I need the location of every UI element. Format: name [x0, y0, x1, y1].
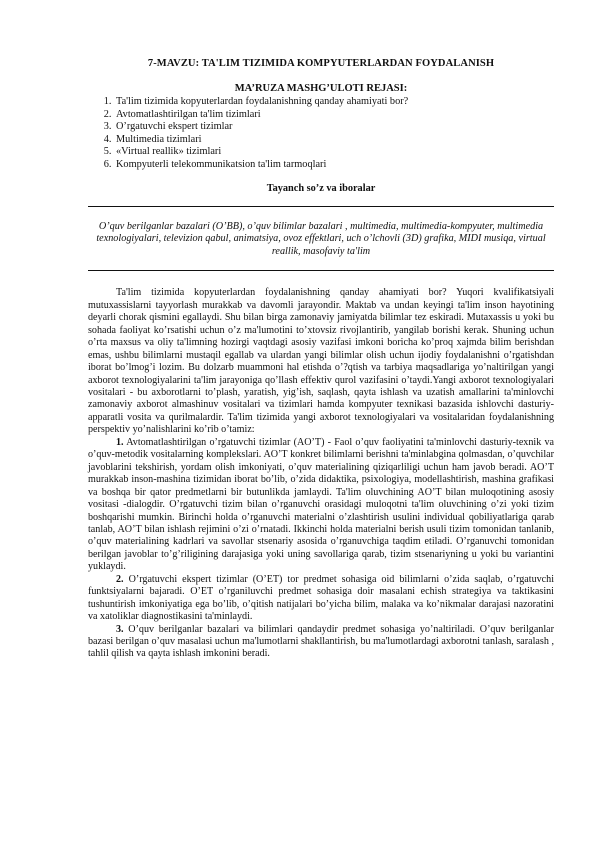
plan-item: 1. Ta'lim tizimida kopyuterlardan foydalanishning qanday ahamiyati bor? [114, 96, 554, 109]
plan-item: 6. Kompyuterli telekommunikatsion ta'lim tarmoqlari [114, 159, 554, 172]
paragraph-text: O’rgatuvchi ekspert tizimlar (O’ET) tor predmet sohasiga oid bilimlarni o’zida saqlab, o’rgatuvchi funktsiyalarni bajaradi. O’ET o’rganiluvchi predmet sohasiga doir masalani echish strategiya va taktikasini tushuntirish imkoniyatiga ega bo’lib, o’qitish natijalari bo’yicha bilim, malaka va ko’nikmalar darajasi nazoratini va xatoliklar diagnostikasini ta'minlaydi. [88, 573, 554, 623]
document-page [88, 58, 554, 661]
plan-item: 2. Avtomatlashtirilgan ta'lim tizimlari [114, 109, 554, 122]
paragraph-2 [88, 574, 554, 624]
intro-paragraph: Ta'lim tizimida kopyuterlardan foydalanishning qanday ahamiyati bor? Yuqori kvalifikatsiyali mutuxassislarni tayyorlash murakkab va davomli jarayondir. Maktab va undan keyingi ta'lim inson hayotining deyarli chorak qismini egallaydi. Shu bilan birga zamonaviy jamiyatda bilimlar tez eskiradi. Mutaxassis u yoki bu sohada faoliyat ko’rsatishi uchun o’z ma'lumotini to’xtovsiz rivojlantirib, yangilab borishi kerak. Shuning uchun o’rta maxsus va oliy ta'limning hozirgi vaqtdagi asosiy vazifasi imkoni boricha ko’proq xajmda bilim berishdan emas, ushbu bilimlarni mustaqil egallab va ulardan yangi bilimlar olish uchun ijodiy foydalanishni o’rgatishdan iborat bo’lmog’i lozim. Bu dolzarb muammoni hal etishda o’?qtish va tarbiya maqsadlariga yo’naltirilgan yangi axborot texnologiyalarini ta'lim jarayoniga qo’llash effektiv qurol vazifasini o’taydi.Yangi axborot texnologiyalari vositalari - bu axborotlarni to’plash, yaratish, yig’ish, saqlash, qayta ishlash va uzatish amallarini ta'minlovchi zamonaviy axborot almashinuv vositalari va tizimlari hamda kompyuter texnikasi bazasida ishlovchi dasturiy-apparatli vosita va qurilmalardir. Ta'lim tizimida yangi axborot texnologiyalari va vositalaridan foydalanishning perspektiv yo’nalishlarini ko’rib o’tamiz: [88, 287, 554, 436]
bottom-divider [88, 270, 554, 271]
plan-list [88, 96, 554, 172]
paragraph-3 [88, 624, 554, 661]
paragraph-text: O’quv berilganlar bazalari va bilimlari qandaydir predmet sohasiga yo’naltiriladi. O’quv berilganlar bazasi berilgan o’quv masalasi uchun ma'lumotlarni shakllantirish, bu ma'lumotlardagi axborotni tanlash, saralash , tahlil qilish va qayta ishlash imkonini beradi. [88, 623, 554, 660]
paragraph-text: Avtomatlashtirilgan o’rgatuvchi tizimlar (AO’T) - Faol o’quv faoliyatini ta'minlovchi dasturiy-texnik va o’quv-metodik vositalarning komplekslari. AO’T konkret bilimlarni berishni ta'minlabgina qolmasdan, o’quvchilar javoblarini tekshirish, yordam olish imkoniyati, o’quv materialining qiziqarliligi uchun ham javob beradi. AO’T murakkab inson-mashina tizimidan iborat bo’lib, o’zida didaktika, psixologiya, modellashtirish, mashina grafikasi va boshqa bir qator predmetlarni bir butunlikda jamlaydi. Ta'lim oluvchining AO’T bilan muloqotining asosiy vositasi -dialogdir. O’rgatuvchi tizim bilan o’rganuvchi orasidagi muloqotni ta'lim oluvchining o’zi yoki tizim boshqarishi mumkin. Birinchi holda o’rganuvchi materialni o’zlashtirish usulini individual qobiliyatlariga qarab tanlab, AO’T bilan ishlash rejimini o’zi o’rnatadi. Ikkinchi holda materialni berish usuli tizim tomonidan tanlanib, o’quv materialining kadrlari va savollar stsenariy asosida o’rganuvchiga taqdim etiladi. O’rganuvchi tomonidan berilgan javoblar to’g’riligining darajasiga yoki uning savollariga qarab, tizim stsenariyning u yoki bu variantini yuklaydi. [88, 436, 554, 573]
paragraph-1 [88, 437, 554, 574]
paragraph-number: 2. [116, 573, 124, 585]
paragraph-number: 1. [116, 436, 124, 448]
top-divider [88, 206, 554, 207]
lecture-body [88, 287, 554, 661]
plan-item: 5. «Virtual reallik» tizimlari [114, 146, 554, 159]
plan-heading: MA’RUZA MASHG’ULOTI REJASI: [234, 83, 408, 94]
plan-item: 3. O’rgatuvchi ekspert tizimlar [114, 121, 554, 134]
keywords-heading: Tayanch so’z va iboralar [266, 182, 376, 194]
paragraph-number: 3. [116, 623, 124, 635]
document-title: 7-MAVZU: TA'LIM TIZIMIDA KOMPYUTERLARDAN FOYDALANISH [147, 58, 495, 69]
plan-item: 4. Multimedia tizimlari [114, 134, 554, 147]
keywords-text: O’quv berilganlar bazalari (O’BB), o’quv bilimlar bazalari , multimedia, multimedia-kompyuter, multimedia texnologiyalari, televizion qabul, animatsiya, ovoz effektlari, uch o’lchovli (3D) grafika, MIDI musiqa, virtual reallik, masofaviy ta'lim [96, 220, 546, 257]
